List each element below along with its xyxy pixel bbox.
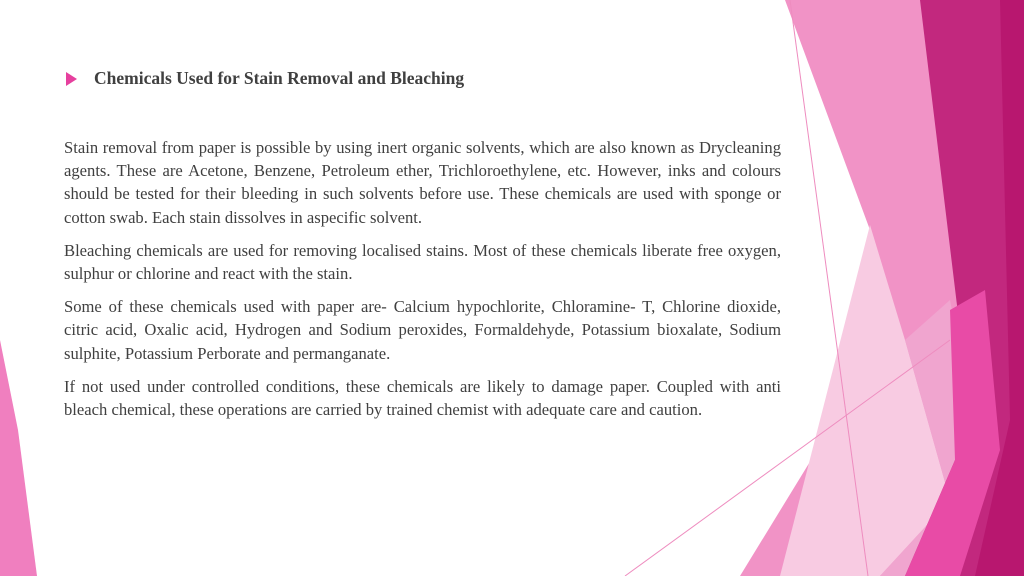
paragraph-caution: If not used under controlled conditions, these chemicals are likely to damage paper. Coupled with anti bleach chemical, these operations are carried by trained chemist with adequate care and caution. xyxy=(64,376,781,420)
paragraph-solvents: Stain removal from paper is possible by using inert organic solvents, which are also known as Drycleaning agents. These are Acetone, Benzene, Petroleum ether, Trichloroethylene, etc. However, inks and colours should be tested for their bleeding in such solvents before use. These chemicals are used with sponge or cotton swab. Each stain dissolves in aspecific solvent. xyxy=(64,138,781,227)
slide-title: Chemicals Used for Stain Removal and Bleaching xyxy=(94,68,465,88)
triangle-bullet-icon xyxy=(66,72,77,86)
slide-title-row xyxy=(66,68,464,89)
left-pink-sliver xyxy=(0,340,37,576)
slide-body xyxy=(64,136,781,431)
paragraph-bleaching: Bleaching chemicals are used for removing localised stains. Most of these chemicals liberate free oxygen, sulphur or chlorine and react with the stain. xyxy=(64,240,781,284)
paragraph-chemical-list: Some of these chemicals used with paper are- Calcium hypochlorite, Chloramine- T, Chlorine dioxide, citric acid, Oxalic acid, Hydrogen and Sodium peroxides, Formaldehyde, Potassium bioxalate, Sodium sulphite, Potassium Perborate and permanganate. xyxy=(64,297,781,363)
